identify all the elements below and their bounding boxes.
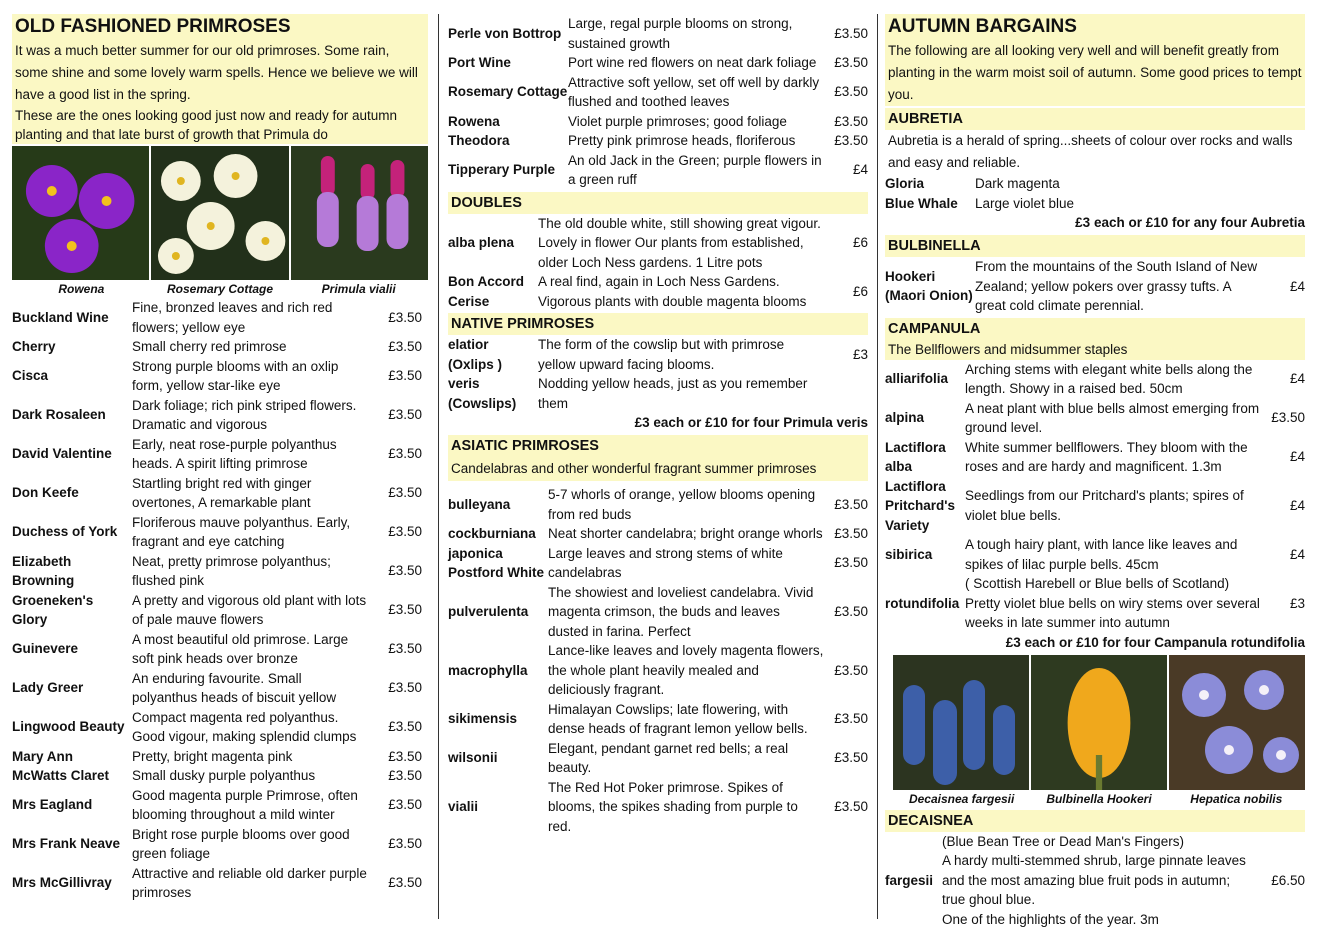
list-item [448,214,868,273]
plant-description: 5-7 whorls of orange, yellow blooms opening from red buds [548,487,816,522]
intro-text: Aubretia is a herald of spring...sheets of colour over rocks and walls and easy and reliable. [888,133,1293,170]
aubretia-list [885,174,1305,213]
plant-price: £3.50 [388,368,422,384]
plant-name: David Valentine [12,446,112,462]
plant-description: Dark foliage; rich pink striped flowers. Dramatic and vigorous [132,397,357,432]
plant-name: Mrs Frank Neave [12,836,121,852]
photo-captions [893,790,1305,808]
plant-name: cockburniana [448,526,536,541]
plant-price: £3.50 [388,748,422,764]
plant-name: Buckland Wine [12,309,109,325]
aubretia-title: AUBRETIA [885,108,1305,130]
plant-description: Attractive and reliable old darker purple primroses [132,865,367,900]
list-item [448,151,868,190]
plant-description: A tough hairy plant, with lance like leaves and spikes of lilac purple bells. 45cm [965,537,1238,572]
native-primroses-title: NATIVE PRIMROSES [448,313,868,335]
campanula-title: CAMPANULA [885,318,1305,340]
plant-name: Guinevere [12,641,79,657]
bulbinella-photo [1031,655,1167,790]
plant-description: Elegant, pendant garnet red bells; a real beauty. [548,740,789,775]
plant-description: Attractive soft yellow, set off well by darkly flushed and toothed leaves [568,74,820,109]
plant-price: £3.50 [388,407,422,423]
native-list [448,335,868,413]
plant-name: Mrs McGillivray [12,875,112,891]
photo-strip [893,655,1305,790]
plant-price: £6 [852,235,868,250]
plant-name: Bon Accord Cerise [448,274,525,309]
plant-name: Perle von Bottrop [448,25,562,41]
plant-description: Neat shorter candelabra; bright orange whorls [548,526,823,541]
plant-price: £3.50 [388,641,422,657]
plant-description: Large, regal purple blooms on strong, sustained growth [568,16,793,51]
list-item [885,832,1305,930]
plant-name: Rowena [448,113,500,129]
decaisnea-photo [893,655,1029,790]
plant-description: Good magenta purple Primrose, often blooming throughout a mild winter [132,787,358,822]
plant-description: ( Scottish Harebell or Blue bells of Scotland) Pretty violet blue bells on wiry stems over several weeks in late summer into autumn [965,576,1260,630]
offer-note: £3 each or £10 for any four Aubretia [1075,215,1305,230]
list-item [885,399,1305,438]
plant-name: Cisca [12,368,49,384]
plant-price: £3.50 [388,446,422,462]
plant-description: A most beautiful old primrose. Large soft pink heads over bronze [132,631,349,666]
photo-caption: Decaisnea fargesii [908,791,1015,806]
plant-description: Lance-like leaves and lovely magenta flowers, the whole plant heavily mealed and deliciously fragrant. [548,643,824,697]
list-item [885,360,1305,399]
plant-description: The showiest and loveliest candelabra. Vivid magenta crimson, the buds and leaves dusted in farina. Perfect [548,584,814,639]
list-item [12,786,428,825]
list-item [12,766,428,786]
plant-price: £3.50 [834,25,868,41]
plant-price: £3.50 [388,768,422,783]
list-item [885,574,1305,633]
section-subtitle: The Bellflowers and midsummer staples [885,340,1305,360]
plant-price: £3.50 [388,602,422,618]
plant-price: £3.50 [834,55,868,70]
intro-text: The following are all looking very well and will benefit greatly from planting in the warm moist soil of autumn. Some good prices to tempt you. [885,40,1305,106]
photo-captions [12,280,428,298]
list-item [12,435,428,474]
plant-name: veris (Cowslips) [448,376,517,411]
intro-text: It was a much better summer for our old primroses. Some rain, some shine and some lovely warm spells. Hence we believe we will have a good list in the spring. [12,40,428,106]
plant-name: Elizabeth Browning [12,553,75,588]
plant-name: Tipperary Purple [448,162,556,178]
primrose-list [448,14,868,190]
plant-price: £6 [852,283,868,299]
plant-price: £3.50 [388,524,422,540]
plant-description: Large leaves and strong stems of white candelabras [548,545,783,580]
plant-price: £3.50 [834,526,868,541]
plant-name: japonica Postford White [448,545,544,580]
list-item [885,438,1305,477]
plant-description: The form of the cowslip but with primrose yellow upward facing blooms. [538,337,785,372]
photo-caption: Hepatica nobilis [1190,791,1283,806]
plant-price: £3.50 [834,750,868,766]
bulbinella-title: BULBINELLA [885,235,1305,257]
plant-description: Port wine red flowers on neat dark foliage [568,55,817,70]
description-line: One of the highlights of the year. 3m [942,911,1159,927]
plant-description: An enduring favourite. Small polyanthus heads of biscuit yellow [132,670,337,705]
plant-description: Bright rose purple blooms over good green foliage [132,826,350,861]
plant-price: £4 [1289,278,1305,294]
photo-caption: Rowena [58,282,105,296]
plant-description: Strong purple blooms with an oxlip form, yellow star-like eye [132,358,339,393]
plant-name: Dark Rosaleen [12,407,106,423]
plant-price: £4 [1289,449,1305,465]
list-item [448,272,868,311]
list-item [448,53,868,73]
list-item [448,374,868,413]
primrose-list [12,298,428,903]
plant-price: £4 [852,162,868,178]
old-fashioned-primroses-column [12,14,428,903]
plant-description: Nodding yellow heads, just as you remember them [538,376,808,411]
plant-name: Don Keefe [12,485,79,501]
plant-description: Compact magenta red polyanthus. Good vigour, making splendid clumps [132,709,357,744]
list-item [12,825,428,864]
plant-price: £3.50 [388,680,422,696]
plant-description: Pretty, bright magenta pink [132,748,293,764]
photo-caption: Primula vialii [321,282,396,296]
list-item [12,298,428,337]
plant-description: Seedlings from our Pritchard's plants; spires of violet blue bells. [965,488,1244,523]
photo-strip [12,146,428,280]
plant-name: sibirica [885,546,933,562]
campanula-list [885,360,1305,633]
plant-price: £3.50 [834,84,868,100]
list-item [885,194,1305,214]
plant-description: Early, neat rose-purple polyanthus heads. A spirit lifting primrose [132,436,337,471]
photo-caption: Rosemary Cottage [166,282,274,296]
plant-price: £3.50 [388,563,422,579]
list-item [885,257,1305,316]
plant-price: £4 [1289,498,1305,513]
plant-name: Lady Greer [12,680,84,696]
list-item [448,739,868,778]
plant-name: Gloria [885,176,925,191]
plant-price: £6.50 [1271,872,1305,888]
column-divider [877,14,878,919]
plant-description: Dark magenta [975,176,1060,191]
plant-description: An old Jack in the Green; purple flowers in a green ruff [568,152,822,187]
plant-price: £3.50 [1271,410,1305,426]
plant-name: Port Wine [448,55,511,70]
list-item [448,524,868,544]
plant-price: £3 [1289,595,1305,611]
offer-note: £3 each or £10 for four Campanula rotundifolia [1005,634,1305,650]
list-item [448,700,868,739]
plant-price: £3.50 [388,339,422,354]
plant-name: Lingwood Beauty [12,719,125,735]
list-item [12,591,428,630]
plant-name: pulverulenta [448,604,529,619]
plant-name: Lactiflora alba [885,439,946,474]
plant-price: £3.50 [388,485,422,501]
description-line: (Blue Bean Tree or Dead Man's Fingers) [942,833,1184,849]
plant-description: Startling bright red with ginger overtones, A remarkable plant [132,475,312,510]
rosemary-cottage-photo [151,146,288,280]
plant-description: Small cherry red primrose [132,339,287,354]
offer-note: £3 each or £10 for four Primula veris [634,415,868,430]
plant-description: Neat, pretty primrose polyanthus; flushed pink [132,553,331,588]
plant-name: Lactiflora Pritchard's Variety [885,478,955,533]
plant-description: Himalayan Cowslips; late flowering, with dense heads of fragrant lemon yellow bells. [548,701,808,736]
rowena-photo [12,146,149,280]
list-item [885,477,1305,536]
doubles-list [448,214,868,312]
list-item [12,513,428,552]
plant-name: sikimensis [448,711,518,727]
asiatic-list [448,485,868,836]
list-item [448,131,868,151]
plant-name: Theodora [448,133,510,148]
list-item [12,474,428,513]
hepatica-photo [1169,655,1305,790]
plant-description: The Red Hot Poker primrose. Spikes of blooms, the spikes shading from purple to red. [548,779,798,834]
plant-name: Mary Ann [12,748,74,764]
plant-price: £3.50 [834,555,868,571]
plant-name: bulleyana [448,496,511,512]
list-item [448,641,868,700]
list-item [12,552,428,591]
plant-description: From the mountains of the South Island of New Zealand; yellow pokers over grassy tufts. A great cold climate perennial. [975,259,1258,313]
plant-description: Small dusky purple polyanthus [132,768,316,783]
section-title: OLD FASHIONED PRIMROSES [12,14,428,40]
list-item [12,708,428,747]
plant-price: £3.50 [834,799,868,814]
plant-price: £3.50 [388,719,422,735]
plant-description: A pretty and vigorous old plant with lots of pale mauve flowers [132,592,367,627]
plant-description: White summer bellflowers. They bloom with the roses and are hardy and magnificent. 1.3m [965,439,1248,474]
plant-price: £3.50 [834,662,868,678]
plant-price: £3.50 [834,711,868,727]
plant-name: Blue Whale [885,195,958,211]
plant-name: Hookeri (Maori Onion) [885,268,973,304]
list-item [12,669,428,708]
plant-name: macrophylla [448,662,528,678]
section-title: AUTUMN BARGAINS [885,14,1305,40]
intro-text: These are the ones looking good just now and ready for autumn planting and that late burst of growth that Primula do [12,106,428,144]
plant-description: Violet purple primroses; good foliage [568,113,787,129]
plant-name: vialii [448,799,479,814]
photo-caption: Bulbinella Hookeri [1046,791,1152,806]
plant-name: elatior (Oxlips ) [448,337,503,372]
plant-name: McWatts Claret [12,768,110,783]
plant-name: alba plena [448,235,515,250]
plant-price: £3.50 [834,113,868,129]
list-item [448,73,868,112]
asiatic-primroses-title: ASIATIC PRIMROSES [448,435,868,457]
list-item [12,337,428,357]
primula-vialii-photo [291,146,428,280]
list-item [885,535,1305,574]
list-item [12,396,428,435]
plant-name: Cherry [12,339,56,354]
plant-description: Pretty pink primrose heads, floriferous [568,133,796,148]
section-subtitle: Candelabras and other wonderful fragrant summer primroses [448,457,868,481]
plant-description: A neat plant with blue bells almost emerging from ground level. [965,400,1260,435]
description-line: A hardy multi-stemmed shrub, large pinnate leaves and the most amazing blue fruit pods in autumn; true ghoul blue. [942,853,1246,907]
plant-description: Arching stems with elegant white bells along the length. Showy in a raised bed. 50cm [965,361,1253,396]
list-item [448,583,868,642]
plant-description: Fine, bronzed leaves and rich red flowers; yellow eye [132,300,333,335]
plant-price: £3.50 [388,836,422,852]
plant-name: Rosemary Cottage [448,84,568,100]
plant-price: £4 [1289,371,1305,387]
primula-continued-column [448,14,868,836]
decaisnea-title: DECAISNEA [885,810,1305,832]
plant-price: £3.50 [834,133,868,148]
plant-price: £3 [852,346,868,362]
plant-name: wilsonii [448,750,498,766]
list-item [12,630,428,669]
doubles-title: DOUBLES [448,192,868,214]
list-item [12,864,428,903]
list-item [448,485,868,524]
list-item [448,544,868,583]
list-item [448,112,868,132]
plant-price: £3.50 [388,309,422,325]
column-divider [438,14,439,919]
plant-price: £3.50 [834,496,868,512]
plant-price: £3.50 [388,875,422,891]
plant-name: alliarifolia [885,371,949,387]
plant-description: The old double white, still showing great vigour. Lovely in flower Our plants from established, older Loch Ness gardens. 1 Litre pots [538,215,821,270]
list-item [448,14,868,53]
plant-description: A real find, again in Loch Ness Gardens. Vigorous plants with double magenta blooms [538,274,807,309]
list-item [12,357,428,396]
plant-name: Duchess of York [12,524,118,540]
plant-name: Groeneken's Glory [12,592,94,627]
plant-description [942,832,1250,930]
plant-name: rotundifolia [885,595,960,611]
plant-description: Floriferous mauve polyanthus. Early, fragrant and eye catching [132,514,351,549]
plant-name: Mrs Eagland [12,797,93,813]
list-item [885,174,1305,194]
list-item [448,335,868,374]
plant-price: £3.50 [388,797,422,813]
autumn-bargains-column [885,14,1305,929]
plant-price: £3.50 [834,604,868,619]
plant-description: Large violet blue [975,195,1075,211]
plant-name: alpina [885,410,925,426]
list-item [448,778,868,837]
list-item [12,747,428,767]
plant-name: fargesii [885,872,934,888]
plant-price: £4 [1289,546,1305,562]
